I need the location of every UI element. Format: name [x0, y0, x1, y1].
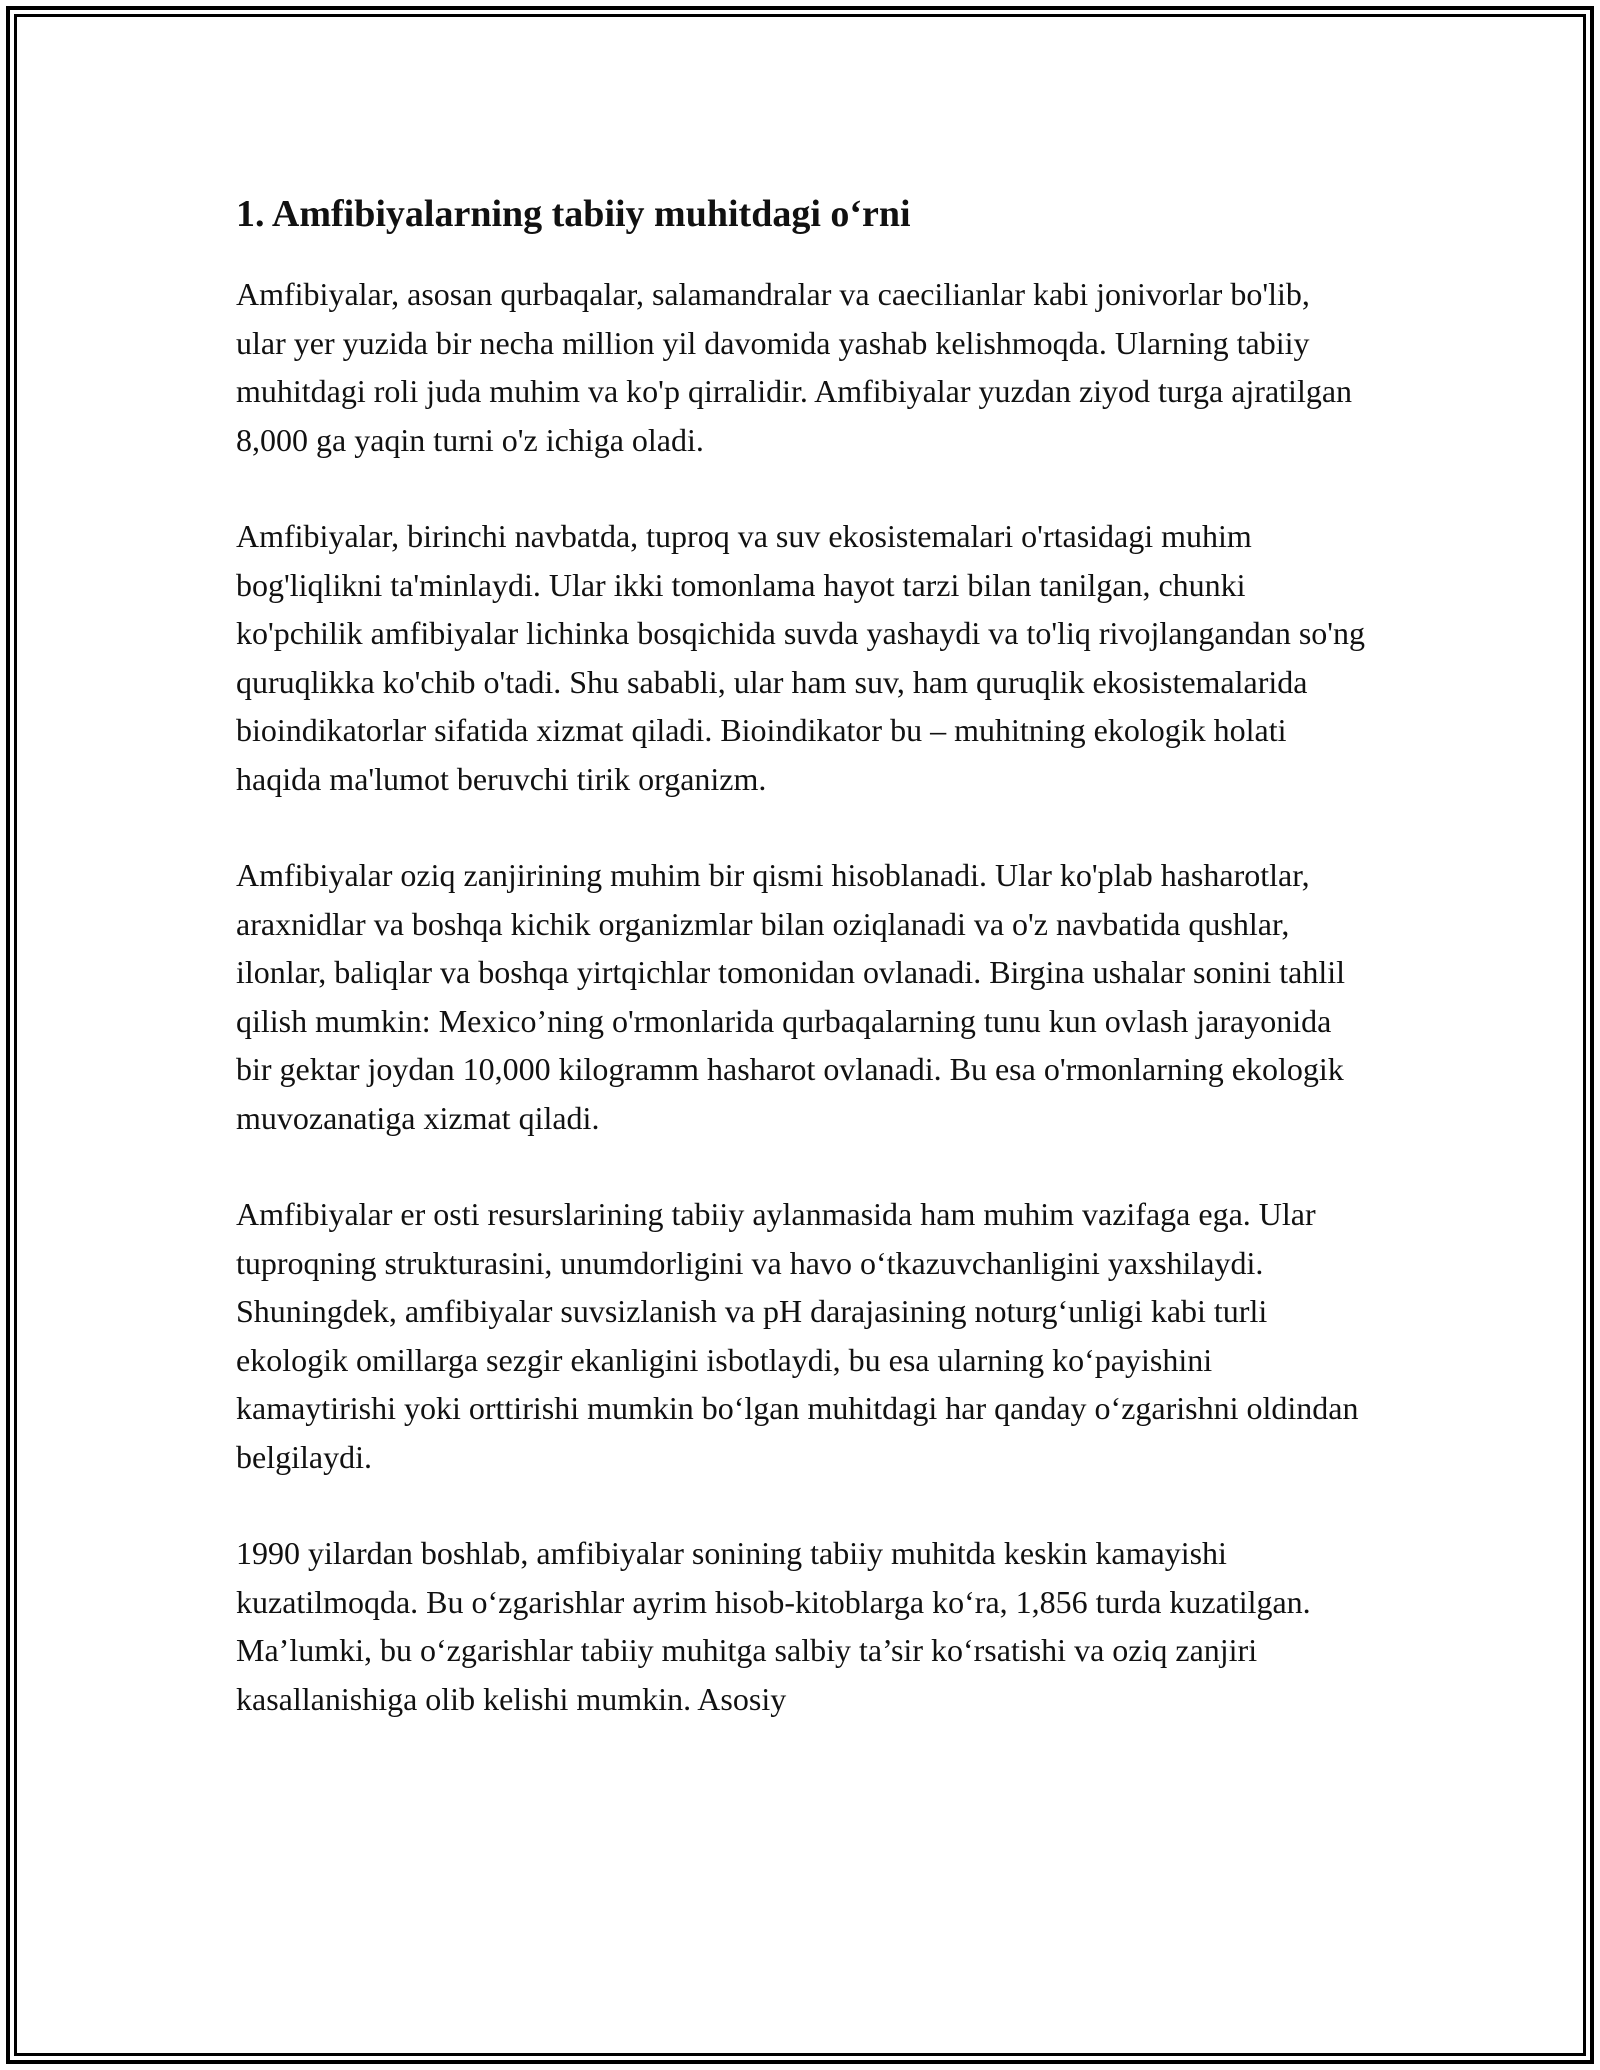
paragraph-intro: Amfibiyalar, asosan qurbaqalar, salamandralar va caecilianlar kabi jonivorlar bo'lib, ular yer yuzida bir necha million yil davomida yashab kelishmoqda. Ularning tabiiy muhitdagi roli juda muhim va ko'p qirralidir. Amfibiyalar yuzdan ziyod turga ajratilgan 8,000 ga yaqin turni o'z ichiga oladi. — [236, 276, 1353, 458]
section-heading: 1. Amfibiyalarning tabiiy muhitdagi o‘rni — [236, 193, 911, 235]
paragraph-soil-resources: Amfibiyalar er osti resurslarining tabiiy aylanmasida ham muhim vazifaga ega. Ular tuproqning strukturasini, unumdorligini va havo o‘tkazuvchanligini yaxshilaydi. Shuningdek, amfibiyalar suvsizlanish va pH darajasining noturg‘unligi kabi turli ekologik omillarga sezgir ekanligini isbotlaydi, bu esa ularning ko‘payishini kamaytirishi yoki orttirishi mumkin bo‘lgan muhitdagi har qanday o‘zgarishni oldindan belgilaydi. — [236, 1196, 1359, 1475]
paragraph-food-chain: Amfibiyalar oziq zanjirining muhim bir qismi hisoblanadi. Ular ko'plab hasharotlar, araxnidlar va boshqa kichik organizmlar bilan oziqlanadi va o'z navbatida qushlar, ilonlar, baliqlar va boshqa yirtqichlar tomonidan ovlanadi. Birgina ushalar sonini tahlil qilish mumkin: Mexico’ning o'rmonlarida qurbaqalarning tunu kun ovlash jarayonida bir gektar joydan 10,000 kilogramm hasharot ovlanadi. Bu esa o'rmonlarning ekologik muvozanatiga xizmat qiladi. — [236, 857, 1345, 1136]
document-page — [236, 186, 1366, 1771]
paragraph-bioindicators: Amfibiyalar, birinchi navbatda, tuproq va suv ekosistemalari o'rtasidagi muhim bog'liqlikni ta'minlaydi. Ular ikki tomonlama hayot tarzi bilan tanilgan, chunki ko'pchilik amfibiyalar lichinka bosqichida suvda yashaydi va to'liq rivojlangandan so'ng quruqlikka ko'chib o'tadi. Shu sababli, ular ham suv, ham quruqlik ekosistemalarida bioindikatorlar sifatida xizmat qiladi. Bioindikator bu – muhitning ekologik holati haqida ma'lumot beruvchi tirik organizm. — [236, 518, 1366, 797]
paragraph-decline: 1990 yilardan boshlab, amfibiyalar sonining tabiiy muhitda keskin kamayishi kuzatilmoqda. Bu o‘zgarishlar ayrim hisob-kitoblarga ko‘ra, 1,856 turda kuzatilgan. Ma’lumki, bu o‘zgarishlar tabiiy muhitga salbiy ta’sir ko‘rsatishi va oziq zanjiri kasallanishiga olib kelishi mumkin. Asosiy — [236, 1535, 1311, 1717]
